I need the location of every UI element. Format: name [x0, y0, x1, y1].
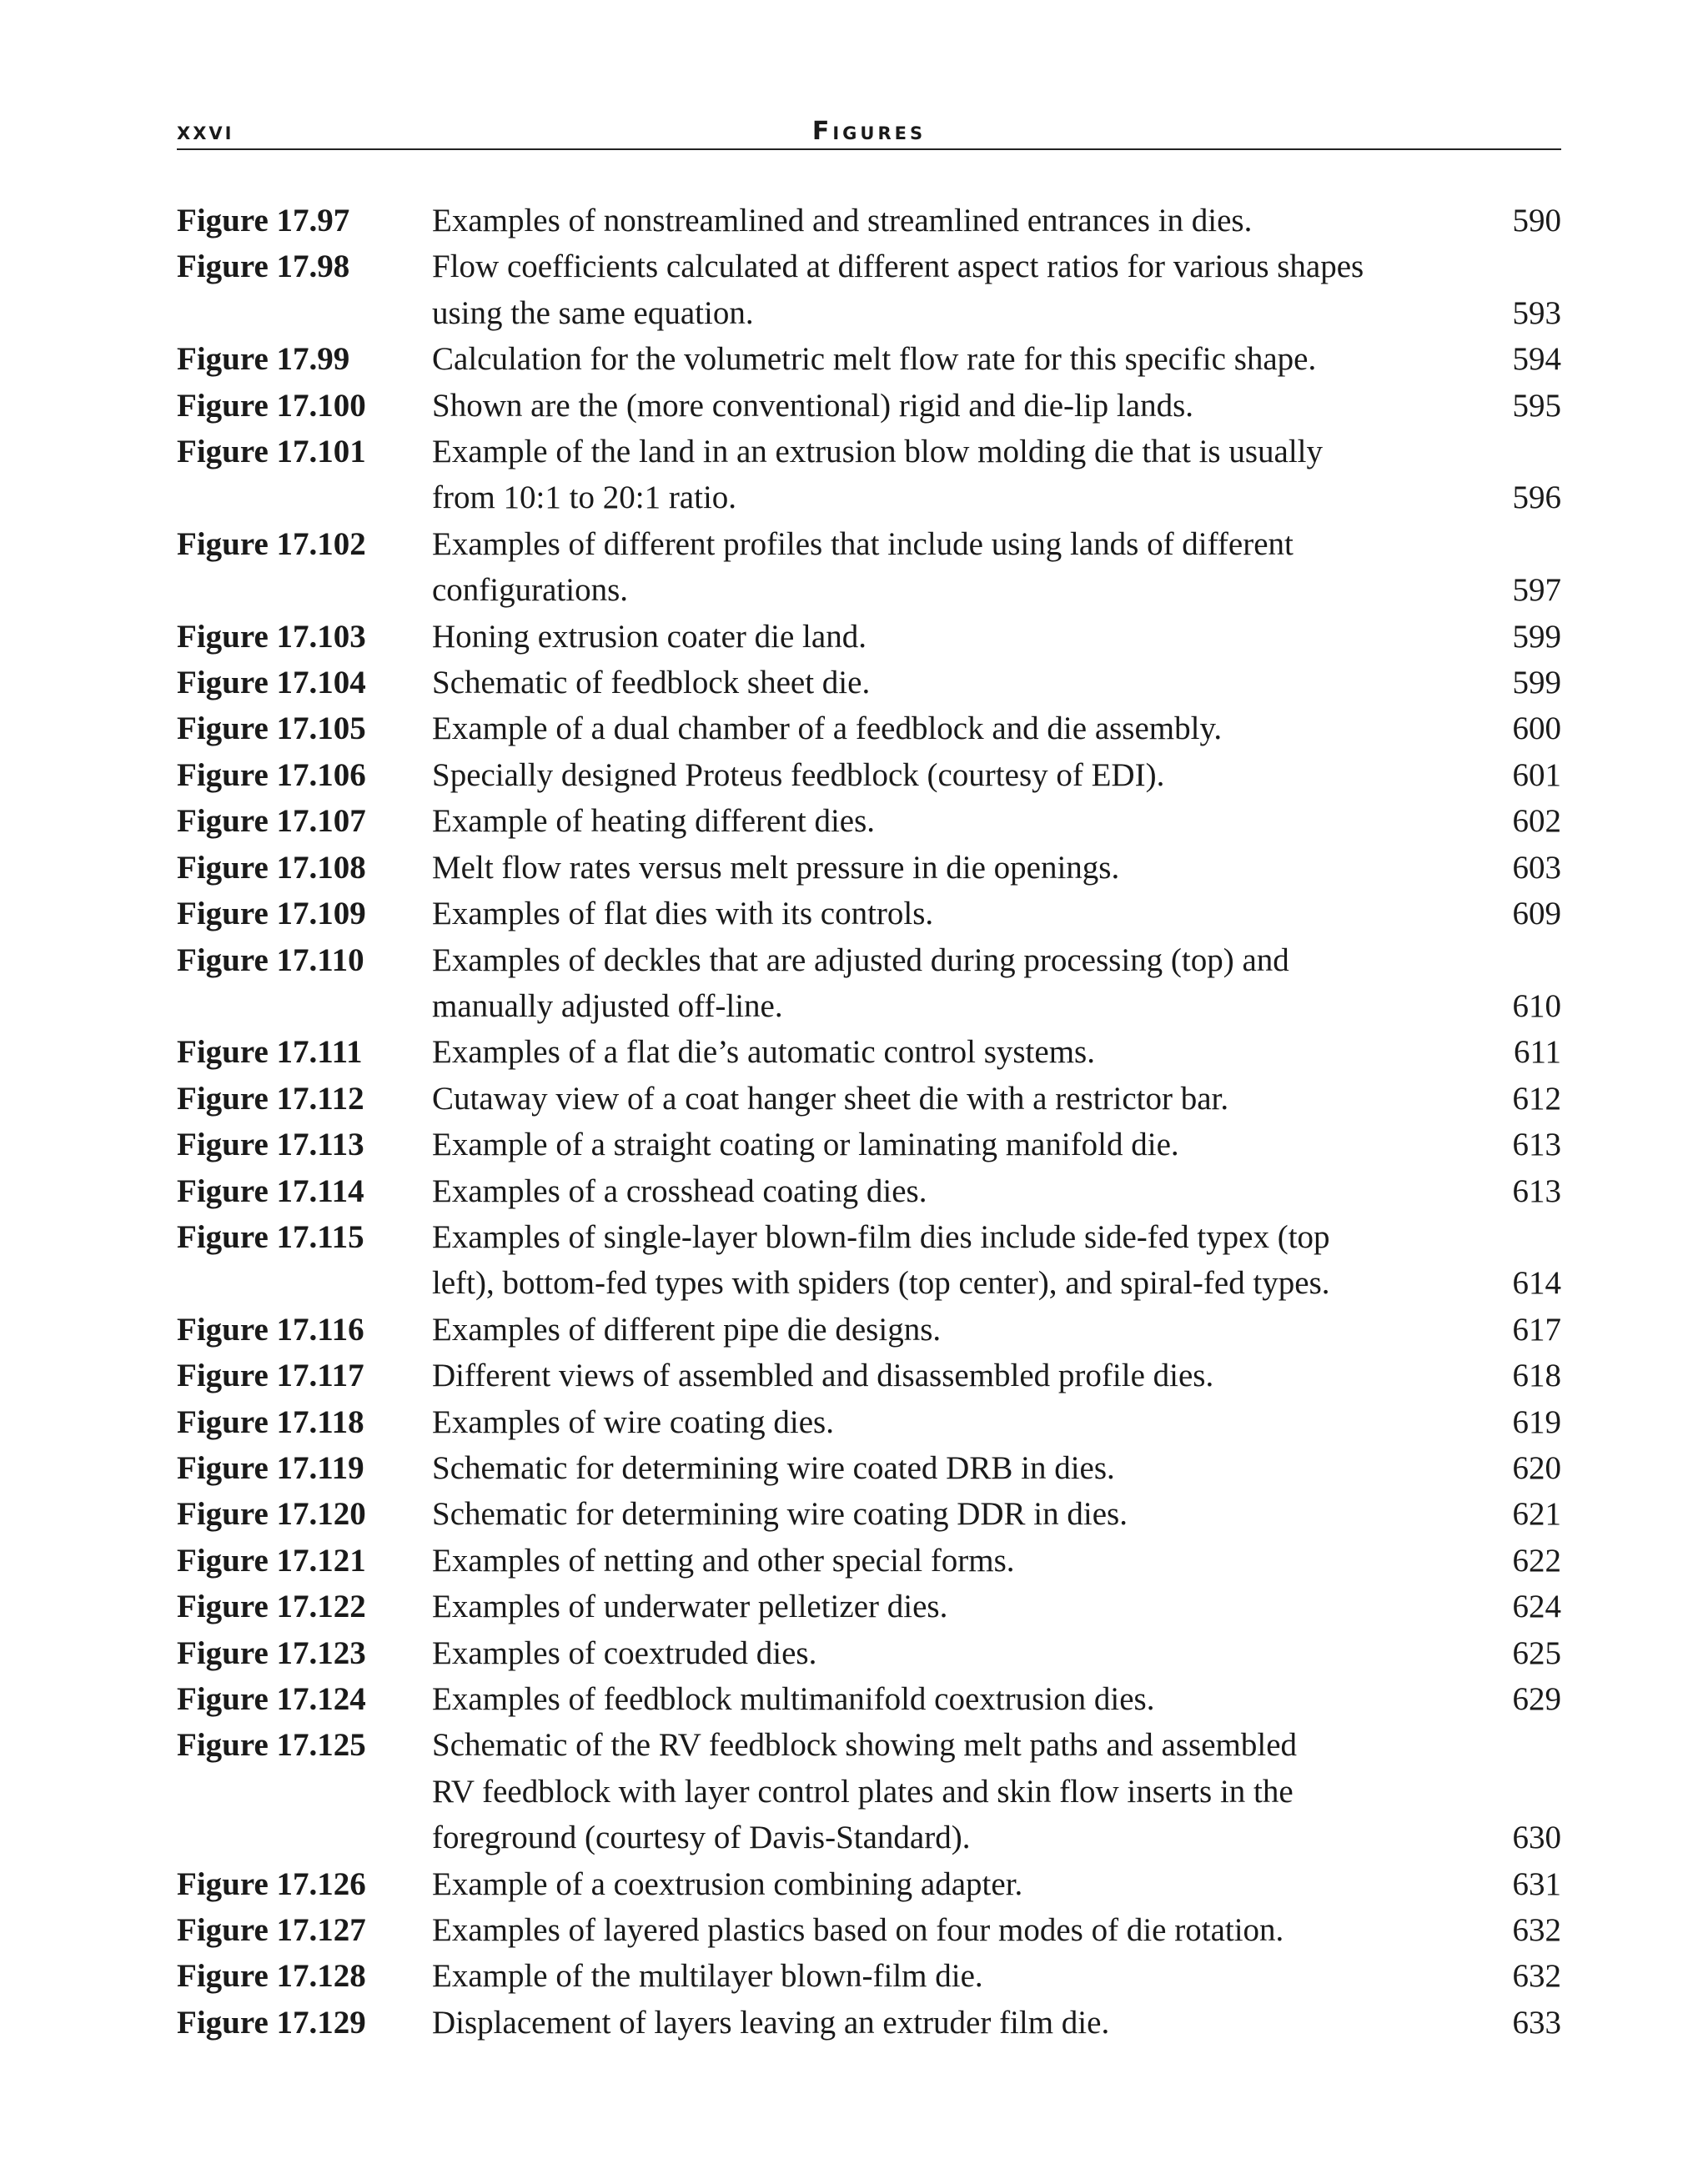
page-number: 629 [1512, 1681, 1561, 1717]
page-number: 596 [1512, 479, 1561, 516]
caption-line: Melt flow rates versus melt pressure in die openings. [432, 849, 1120, 886]
caption-line: from 10:1 to 20:1 ratio. [432, 479, 737, 516]
caption-line: left), bottom-fed types with spiders (top center), and spiral-fed types. [432, 1265, 1330, 1302]
caption-line: Example of heating different dies. [432, 803, 876, 840]
page-number: 603 [1512, 849, 1561, 886]
page-number: 631 [1512, 1865, 1561, 1902]
figure-number: Figure 17.119 [177, 1449, 364, 1486]
figure-caption [432, 1676, 1449, 1722]
figure-caption [432, 1630, 1449, 1676]
figure-entry [177, 1907, 1561, 1953]
figure-entry [177, 1584, 1561, 1629]
figure-number: Figure 17.112 [177, 1080, 364, 1117]
figure-number: Figure 17.115 [177, 1218, 364, 1255]
page-number: 597 [1512, 572, 1561, 609]
figure-number: Figure 17.103 [177, 618, 366, 655]
list-of-figures [177, 198, 1561, 2046]
page-number: 601 [1512, 756, 1561, 793]
figure-entry [177, 845, 1561, 891]
caption-line: Examples of a flat die’s automatic control systems. [432, 1034, 1095, 1071]
figure-entry [177, 1168, 1561, 1214]
caption-line: Cutaway view of a coat hanger sheet die with a restrictor bar. [432, 1080, 1229, 1117]
page-number: 613 [1512, 1172, 1561, 1209]
page-number: 622 [1512, 1542, 1561, 1579]
figure-number: Figure 17.110 [177, 941, 364, 978]
page-number: 632 [1512, 1912, 1561, 1949]
figure-caption [432, 845, 1449, 891]
caption-line: Examples of coextruded dies. [432, 1634, 817, 1671]
page-number: 612 [1512, 1080, 1561, 1117]
page-number: 625 [1512, 1634, 1561, 1671]
figure-number: Figure 17.111 [177, 1034, 363, 1071]
page-number: 632 [1512, 1958, 1561, 1995]
figure-caption [432, 1861, 1449, 1907]
page-number: 600 [1512, 710, 1561, 747]
figure-entry [177, 1029, 1561, 1075]
figure-entry [177, 1445, 1561, 1491]
caption-line: Shown are the (more conventional) rigid and die-lip lands. [432, 387, 1193, 424]
figure-entry [177, 1722, 1561, 1860]
figure-entry [177, 1676, 1561, 1722]
caption-line: Schematic of feedblock sheet die. [432, 665, 871, 701]
page-number: 613 [1512, 1127, 1561, 1163]
figure-entry [177, 1491, 1561, 1537]
figure-caption [432, 1353, 1449, 1398]
caption-line: manually adjusted off-line. [432, 987, 783, 1024]
figure-entry [177, 1076, 1561, 1122]
figure-entry [177, 244, 1561, 336]
page-number: 614 [1512, 1265, 1561, 1302]
caption-line: Examples of flat dies with its controls. [432, 896, 934, 932]
caption-line: Displacement of layers leaving an extruder film die. [432, 2004, 1110, 2041]
caption-line: Different views of assembled and disassembled profile dies. [432, 1358, 1214, 1394]
page-number: 593 [1512, 294, 1561, 331]
figure-caption [432, 1907, 1449, 1953]
figure-entry [177, 383, 1561, 429]
figure-number: Figure 17.104 [177, 665, 366, 701]
figure-number: Figure 17.118 [177, 1403, 364, 1440]
figure-caption [432, 891, 1449, 936]
page-number: 619 [1512, 1403, 1561, 1440]
caption-line: Schematic for determining wire coated DRB in dies. [432, 1449, 1115, 1486]
figure-caption [432, 1168, 1449, 1214]
page-number: 595 [1512, 387, 1561, 424]
figure-number: Figure 17.107 [177, 803, 366, 840]
figure-caption [432, 1029, 1449, 1075]
caption-line: Example of the land in an extrusion blow molding die that is usually [432, 434, 1323, 470]
page-number: 630 [1512, 1820, 1561, 1856]
caption-line: using the same equation. [432, 294, 754, 331]
page-number: 599 [1512, 665, 1561, 701]
figure-entry [177, 614, 1561, 660]
page-number: 594 [1512, 341, 1561, 378]
caption-line: Schematic of the RV feedblock showing melt paths and assembled [432, 1727, 1298, 1764]
caption-line: Example of a coextrusion combining adapter. [432, 1865, 1023, 1902]
figure-entry [177, 1630, 1561, 1676]
caption-line: configurations. [432, 572, 629, 609]
caption-line: Examples of wire coating dies. [432, 1403, 834, 1440]
figure-number: Figure 17.113 [177, 1127, 364, 1163]
caption-line: Example of a straight coating or laminating manifold die. [432, 1127, 1179, 1163]
figure-caption [432, 521, 1449, 614]
figure-caption [432, 383, 1449, 429]
figure-caption [432, 1076, 1449, 1122]
figure-entry [177, 1214, 1561, 1307]
figure-entry [177, 1953, 1561, 1999]
figure-entry [177, 752, 1561, 798]
figure-number: Figure 17.109 [177, 896, 366, 932]
figure-number: Figure 17.129 [177, 2004, 366, 2041]
figure-number: Figure 17.127 [177, 1912, 366, 1949]
page-number: 610 [1512, 987, 1561, 1024]
caption-line: Examples of nonstreamlined and streamlined entrances in dies. [432, 203, 1253, 238]
caption-line: Example of a dual chamber of a feedblock and die assembly. [432, 710, 1223, 747]
figure-number: Figure 17.122 [177, 1589, 366, 1625]
figure-caption [432, 937, 1449, 1030]
figure-entry [177, 1538, 1561, 1584]
caption-line: Examples of single-layer blown-film dies include side-fed typex (top [432, 1218, 1330, 1255]
figure-entry [177, 1861, 1561, 1907]
figure-entry [177, 891, 1561, 936]
figure-caption [432, 614, 1449, 660]
figure-caption [432, 1722, 1449, 1860]
figure-entry [177, 660, 1561, 705]
figure-caption [432, 752, 1449, 798]
figure-number: Figure 17.114 [177, 1172, 364, 1209]
caption-line: Examples of layered plastics based on four modes of die rotation. [432, 1912, 1284, 1949]
figure-number: Figure 17.121 [177, 1542, 366, 1579]
figure-caption [432, 1538, 1449, 1584]
figure-caption [432, 1399, 1449, 1445]
caption-line: Examples of a crosshead coating dies. [432, 1172, 927, 1209]
caption-line: Example of the multilayer blown-film die. [432, 1958, 983, 1995]
figure-number: Figure 17.98 [177, 249, 350, 285]
figure-number: Figure 17.97 [177, 203, 350, 238]
page-folio: xxvi [177, 117, 234, 146]
caption-line: Examples of underwater pelletizer dies. [432, 1589, 948, 1625]
figure-number: Figure 17.105 [177, 710, 366, 747]
figure-number: Figure 17.108 [177, 849, 366, 886]
figure-entry [177, 2000, 1561, 2046]
page-number: 602 [1512, 803, 1561, 840]
figure-entry [177, 429, 1561, 521]
caption-line: Examples of netting and other special forms. [432, 1542, 1015, 1579]
figure-number: Figure 17.124 [177, 1681, 366, 1717]
caption-line: Flow coefficients calculated at different aspect ratios for various shapes [432, 249, 1364, 285]
figure-number: Figure 17.123 [177, 1634, 366, 1671]
page-number: 590 [1512, 203, 1561, 238]
figure-number: Figure 17.100 [177, 387, 366, 424]
figure-number: Figure 17.116 [177, 1311, 364, 1348]
figure-caption [432, 429, 1449, 521]
figure-caption [432, 1584, 1449, 1629]
caption-line: Examples of different profiles that include using lands of different [432, 525, 1294, 562]
figure-caption [432, 1307, 1449, 1353]
caption-line: Examples of deckles that are adjusted during processing (top) and [432, 941, 1289, 978]
figure-entry [177, 1307, 1561, 1353]
figure-caption [432, 244, 1449, 336]
figure-caption [432, 336, 1449, 382]
figure-caption [432, 1122, 1449, 1167]
caption-line: Honing extrusion coater die land. [432, 618, 867, 655]
figure-entry [177, 198, 1561, 244]
figure-number: Figure 17.125 [177, 1727, 366, 1764]
figure-entry [177, 1399, 1561, 1445]
figure-entry [177, 336, 1561, 382]
figure-entry [177, 705, 1561, 751]
caption-line: Calculation for the volumetric melt flow rate for this specific shape. [432, 341, 1317, 378]
section-title: Figures [811, 117, 927, 146]
page-number: 617 [1512, 1311, 1561, 1348]
page-number: 609 [1512, 896, 1561, 932]
figure-entry [177, 937, 1561, 1030]
figure-caption [432, 705, 1449, 751]
caption-line: Examples of feedblock multimanifold coextrusion dies. [432, 1681, 1155, 1717]
figure-caption [432, 1214, 1449, 1307]
caption-line: Specially designed Proteus feedblock (courtesy of EDI). [432, 756, 1165, 793]
figure-entry [177, 1353, 1561, 1398]
page-number: 624 [1512, 1589, 1561, 1625]
figure-number: Figure 17.126 [177, 1865, 366, 1902]
figure-caption [432, 660, 1449, 705]
figure-number: Figure 17.101 [177, 434, 366, 470]
figure-number: Figure 17.120 [177, 1496, 366, 1533]
caption-line: Examples of different pipe die designs. [432, 1311, 942, 1348]
page-number: 618 [1512, 1358, 1561, 1394]
figure-caption [432, 198, 1449, 244]
page-number: 599 [1512, 618, 1561, 655]
figure-number: Figure 17.128 [177, 1958, 366, 1995]
figure-caption [432, 1445, 1449, 1491]
caption-line: RV feedblock with layer control plates and skin flow inserts in the [432, 1773, 1294, 1810]
figure-caption [432, 1953, 1449, 1999]
page-number: 633 [1512, 2004, 1561, 2041]
figure-number: Figure 17.102 [177, 525, 366, 562]
caption-line: foreground (courtesy of Davis-Standard). [432, 1820, 971, 1856]
figure-number: Figure 17.99 [177, 341, 350, 378]
figure-number: Figure 17.117 [177, 1358, 364, 1394]
figure-entry [177, 798, 1561, 844]
figure-entry [177, 521, 1561, 614]
page-number: 620 [1512, 1449, 1561, 1486]
running-head [177, 115, 1561, 150]
figure-number: Figure 17.106 [177, 756, 366, 793]
figure-caption [432, 1491, 1449, 1537]
figure-caption [432, 798, 1449, 844]
page-number: 611 [1513, 1034, 1561, 1071]
figure-caption [432, 2000, 1449, 2046]
figure-entry [177, 1122, 1561, 1167]
caption-line: Schematic for determining wire coating DDR in dies. [432, 1496, 1128, 1533]
page-number: 621 [1512, 1496, 1561, 1533]
